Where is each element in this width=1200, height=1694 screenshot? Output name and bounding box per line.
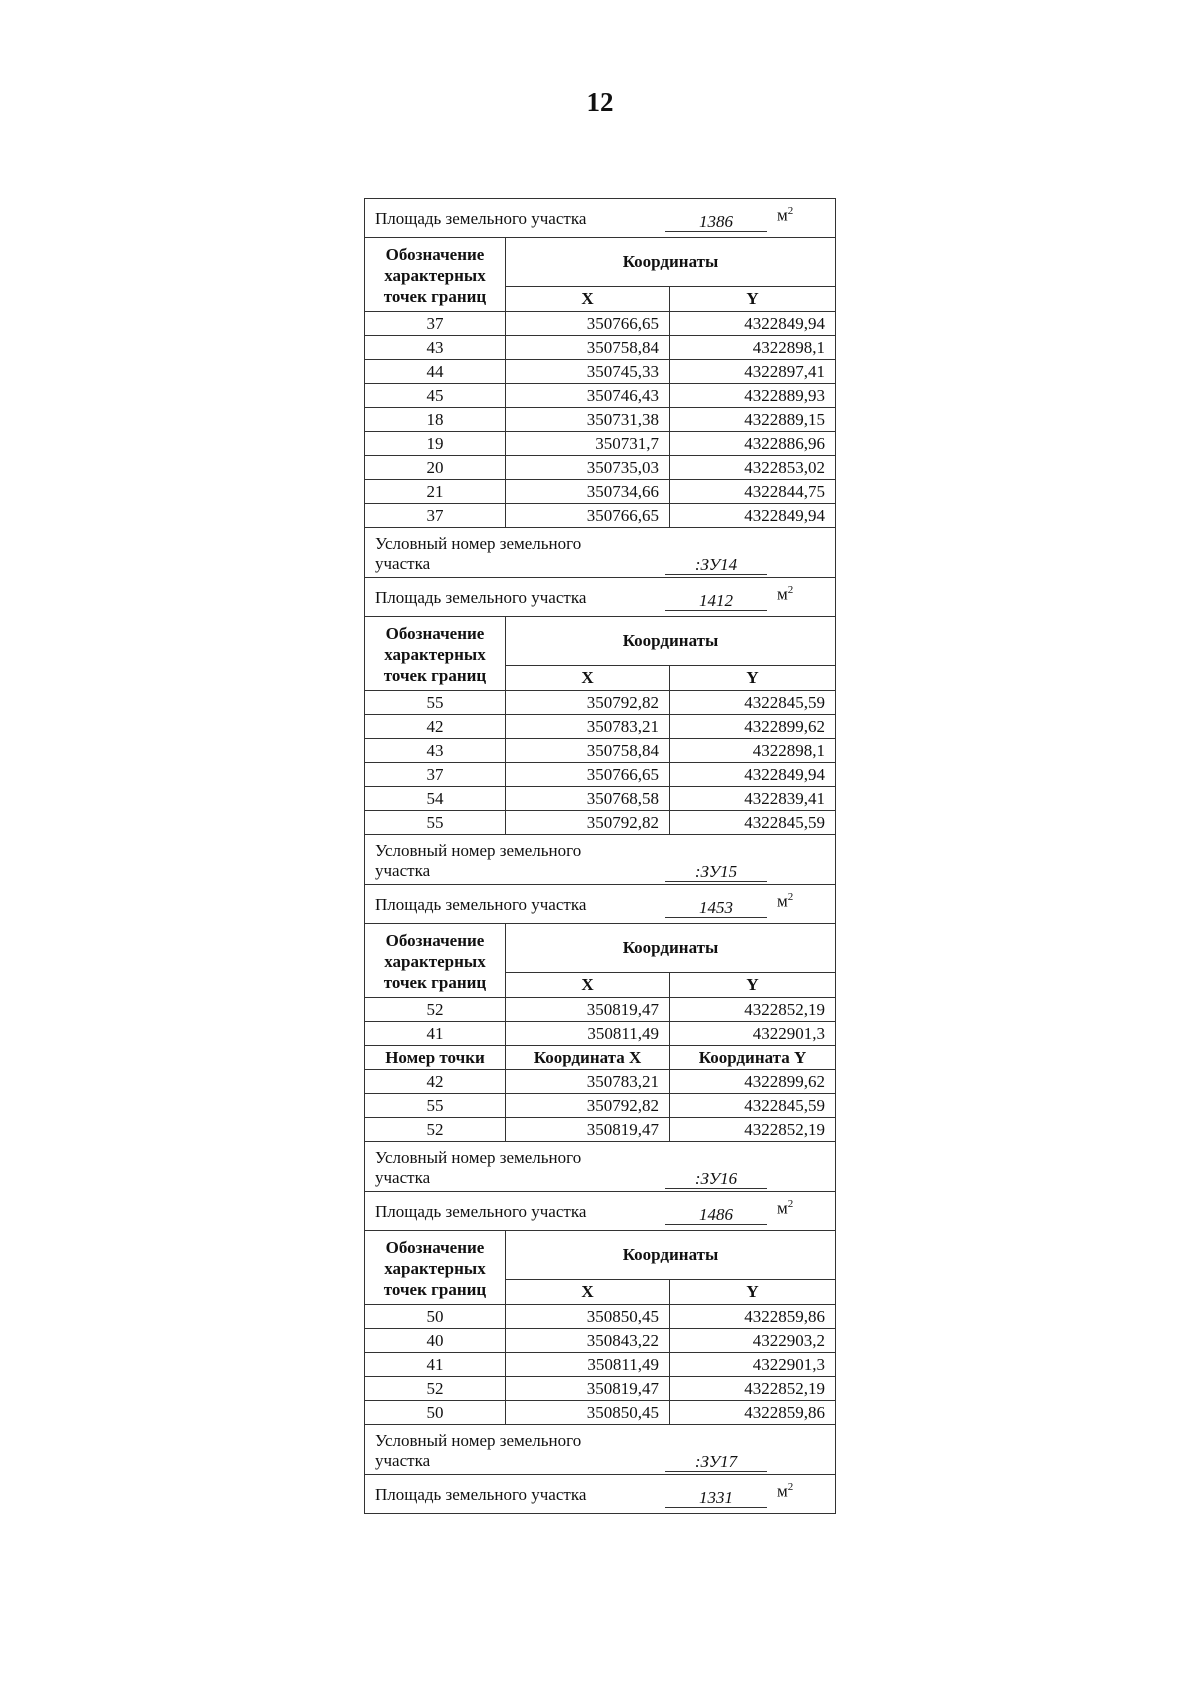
coord-x: 350819,47 (506, 1377, 670, 1401)
area-unit (777, 1194, 793, 1219)
table-row (365, 739, 836, 763)
coord-x: 350745,33 (506, 360, 670, 384)
coordinates-header: Координаты (506, 617, 836, 666)
point-number: 37 (365, 763, 506, 787)
point-number: 19 (365, 432, 506, 456)
points-header (365, 924, 506, 998)
area-unit-base: м (777, 205, 788, 225)
coordinates-header-row (365, 617, 836, 666)
y-header: Y (670, 1280, 836, 1305)
coord-y: 4322897,41 (670, 360, 836, 384)
coord-y: 4322852,19 (670, 998, 836, 1022)
conditional-number-cell (365, 835, 836, 885)
area-value: 1453 (665, 899, 767, 918)
point-number: 41 (365, 1353, 506, 1377)
table-row (365, 998, 836, 1022)
points-header-line: Обозначение (385, 931, 485, 950)
area-value: 1486 (665, 1206, 767, 1225)
area-unit (777, 201, 793, 226)
points-header-line: точек границ (383, 666, 487, 685)
conditional-number-label: Условный номер земельного (375, 1147, 582, 1167)
coord-x: 350731,7 (506, 432, 670, 456)
area-unit-exponent: 2 (787, 1198, 794, 1210)
table-row (365, 456, 836, 480)
conditional-number-label: Условный номер земельного (375, 1430, 582, 1450)
point-number: 55 (365, 691, 506, 715)
table-row (365, 1401, 836, 1425)
area-label: Площадь земельного участка (375, 895, 587, 914)
table-row (365, 1353, 836, 1377)
conditional-number-cell (365, 528, 836, 578)
conditional-number-row (365, 1425, 836, 1475)
point-number: 52 (365, 1118, 506, 1142)
coord-x: 350811,49 (506, 1022, 670, 1046)
points-header-line: характерных (384, 1259, 486, 1278)
conditional-number-label-2: участка (375, 1450, 431, 1470)
area-row (365, 1192, 836, 1231)
points-header-line: характерных (384, 645, 486, 664)
area-unit-base: м (777, 1198, 788, 1218)
coord-y: 4322845,59 (670, 691, 836, 715)
points-header (365, 617, 506, 691)
coord-x: 350792,82 (506, 811, 670, 835)
conditional-number-value: :ЗУ15 (665, 863, 767, 882)
coordinates-header-row (365, 924, 836, 973)
y-header: Y (670, 287, 836, 312)
area-unit-base: м (777, 584, 788, 604)
x-header: X (506, 287, 670, 312)
point-number: 52 (365, 998, 506, 1022)
coord-x: 350766,65 (506, 312, 670, 336)
points-header (365, 238, 506, 312)
table-row (365, 312, 836, 336)
point-number: 50 (365, 1401, 506, 1425)
page-number: 12 (586, 87, 614, 117)
point-number: 43 (365, 336, 506, 360)
coord-x: 350734,66 (506, 480, 670, 504)
area-label: Площадь земельного участка (375, 1485, 587, 1504)
point-number: 44 (365, 360, 506, 384)
conditional-number-value: :ЗУ17 (665, 1453, 767, 1472)
conditional-number-row (365, 528, 836, 578)
table-row (365, 1070, 836, 1094)
x-header: X (506, 666, 670, 691)
coord-x-header: Координата X (506, 1046, 670, 1070)
conditional-number-label-2: участка (375, 860, 431, 880)
y-header: Y (670, 666, 836, 691)
area-row (365, 885, 836, 924)
area-row (365, 1475, 836, 1514)
area-unit (777, 1477, 793, 1502)
area-cell (365, 199, 836, 238)
coord-x: 350783,21 (506, 715, 670, 739)
area-cell (365, 885, 836, 924)
point-number: 55 (365, 1094, 506, 1118)
table-row (365, 1022, 836, 1046)
area-unit-base: м (777, 891, 788, 911)
area-cell (365, 1475, 836, 1514)
table-row (365, 1094, 836, 1118)
point-number-header: Номер точки (365, 1046, 506, 1070)
points-header (365, 1231, 506, 1305)
coordinates-header-row (365, 1231, 836, 1280)
coord-x: 350735,03 (506, 456, 670, 480)
points-header-line: Обозначение (385, 1238, 485, 1257)
conditional-number-label-2: участка (375, 1167, 431, 1187)
area-unit (777, 887, 793, 912)
coord-y: 4322852,19 (670, 1118, 836, 1142)
conditional-number-row (365, 835, 836, 885)
points-header-line: характерных (384, 266, 486, 285)
conditional-number-value: :ЗУ16 (665, 1170, 767, 1189)
repeat-header-row (365, 1046, 836, 1070)
coord-y: 4322859,86 (670, 1305, 836, 1329)
coord-y: 4322852,19 (670, 1377, 836, 1401)
point-number: 41 (365, 1022, 506, 1046)
area-unit-base: м (777, 1481, 788, 1501)
point-number: 40 (365, 1329, 506, 1353)
point-number: 42 (365, 715, 506, 739)
table-row (365, 336, 836, 360)
coordinates-header: Координаты (506, 924, 836, 973)
coord-x: 350758,84 (506, 739, 670, 763)
coord-y: 4322889,15 (670, 408, 836, 432)
coord-y: 4322886,96 (670, 432, 836, 456)
coord-x: 350766,65 (506, 763, 670, 787)
table-row (365, 1305, 836, 1329)
table-row (365, 360, 836, 384)
table-row (365, 787, 836, 811)
point-number: 20 (365, 456, 506, 480)
conditional-number-label-2: участка (375, 553, 431, 573)
coord-x: 350766,65 (506, 504, 670, 528)
area-label: Площадь земельного участка (375, 209, 587, 228)
coordinates-table (364, 198, 836, 1514)
coord-x: 350731,38 (506, 408, 670, 432)
coord-y: 4322853,02 (670, 456, 836, 480)
area-row (365, 199, 836, 238)
coord-y: 4322901,3 (670, 1353, 836, 1377)
points-header-line: точек границ (383, 973, 487, 992)
conditional-number-cell (365, 1142, 836, 1192)
points-header-line: точек границ (383, 1280, 487, 1299)
point-number: 18 (365, 408, 506, 432)
coord-x: 350819,47 (506, 998, 670, 1022)
area-label: Площадь земельного участка (375, 1202, 587, 1221)
point-number: 21 (365, 480, 506, 504)
area-value: 1331 (665, 1489, 767, 1508)
coord-y-header: Координата Y (670, 1046, 836, 1070)
coord-y: 4322899,62 (670, 715, 836, 739)
coord-y: 4322845,59 (670, 811, 836, 835)
table-row (365, 480, 836, 504)
point-number: 55 (365, 811, 506, 835)
table-row (365, 432, 836, 456)
coord-y: 4322849,94 (670, 763, 836, 787)
conditional-number-value: :ЗУ14 (665, 556, 767, 575)
coord-y: 4322844,75 (670, 480, 836, 504)
coordinates-header: Координаты (506, 238, 836, 287)
coord-y: 4322889,93 (670, 384, 836, 408)
coord-x: 350850,45 (506, 1401, 670, 1425)
conditional-number-row (365, 1142, 836, 1192)
points-header-line: характерных (384, 952, 486, 971)
points-header-line: точек границ (383, 287, 487, 306)
area-cell (365, 578, 836, 617)
points-header-line: Обозначение (385, 245, 485, 264)
coord-y: 4322898,1 (670, 739, 836, 763)
coord-x: 350792,82 (506, 1094, 670, 1118)
table-row (365, 715, 836, 739)
coord-y: 4322839,41 (670, 787, 836, 811)
coordinates-header-row (365, 238, 836, 287)
coord-x: 350850,45 (506, 1305, 670, 1329)
conditional-number-label: Условный номер земельного (375, 533, 582, 553)
table-row (365, 1377, 836, 1401)
point-number: 37 (365, 312, 506, 336)
coord-x: 350758,84 (506, 336, 670, 360)
points-header-line: Обозначение (385, 624, 485, 643)
coord-y: 4322903,2 (670, 1329, 836, 1353)
coordinates-header: Координаты (506, 1231, 836, 1280)
coord-y: 4322845,59 (670, 1094, 836, 1118)
area-value: 1386 (665, 213, 767, 232)
x-header: X (506, 973, 670, 998)
coord-y: 4322898,1 (670, 336, 836, 360)
table-row (365, 384, 836, 408)
area-row (365, 578, 836, 617)
coord-y: 4322899,62 (670, 1070, 836, 1094)
coord-y: 4322859,86 (670, 1401, 836, 1425)
conditional-number-cell (365, 1425, 836, 1475)
table-row (365, 691, 836, 715)
area-unit-exponent: 2 (787, 584, 794, 596)
y-header: Y (670, 973, 836, 998)
coord-x: 350746,43 (506, 384, 670, 408)
coord-x: 350819,47 (506, 1118, 670, 1142)
table-row (365, 763, 836, 787)
table-row (365, 408, 836, 432)
point-number: 37 (365, 504, 506, 528)
conditional-number-label: Условный номер земельного (375, 840, 582, 860)
coord-y: 4322901,3 (670, 1022, 836, 1046)
area-unit-exponent: 2 (787, 1481, 794, 1493)
point-number: 42 (365, 1070, 506, 1094)
coord-x: 350843,22 (506, 1329, 670, 1353)
point-number: 43 (365, 739, 506, 763)
table-row (365, 504, 836, 528)
coord-x: 350811,49 (506, 1353, 670, 1377)
area-cell (365, 1192, 836, 1231)
point-number: 52 (365, 1377, 506, 1401)
point-number: 54 (365, 787, 506, 811)
table-row (365, 1329, 836, 1353)
area-label: Площадь земельного участка (375, 588, 587, 607)
area-unit (777, 580, 793, 605)
point-number: 45 (365, 384, 506, 408)
x-header: X (506, 1280, 670, 1305)
coord-x: 350768,58 (506, 787, 670, 811)
area-value: 1412 (665, 592, 767, 611)
area-unit-exponent: 2 (787, 891, 794, 903)
table-row (365, 811, 836, 835)
coord-x: 350783,21 (506, 1070, 670, 1094)
coord-y: 4322849,94 (670, 312, 836, 336)
coord-x: 350792,82 (506, 691, 670, 715)
coord-y: 4322849,94 (670, 504, 836, 528)
point-number: 50 (365, 1305, 506, 1329)
table-row (365, 1118, 836, 1142)
area-unit-exponent: 2 (787, 205, 794, 217)
